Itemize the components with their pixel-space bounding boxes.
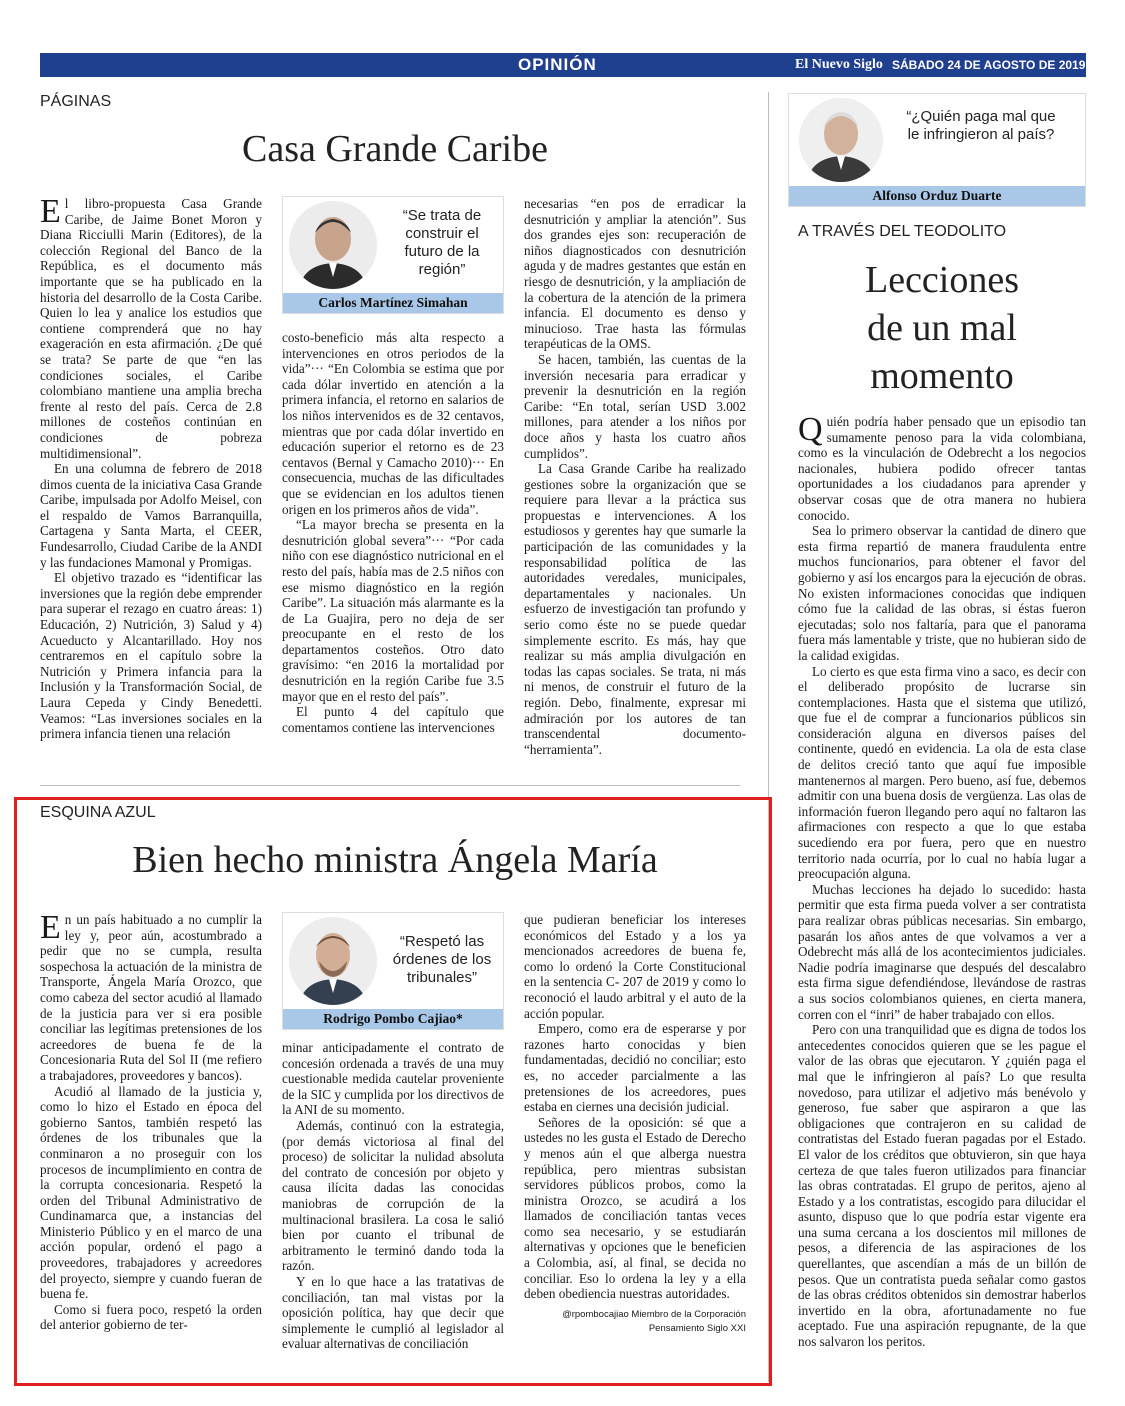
paragraph: Muchas lecciones ha dejado lo sucedido: hasta permitir que esta firma pueda volver a ser contratista para realizar obras públicas necesarias. Sin embargo, pasarán los años antes de que volvamos a ver a Odebrecht más allá de los acontecimientos judiciales. Nadie podría imaginarse que después del descalabro esta firma sigue defendiéndose, llevándose de rastras a sus socios colombianos quienes, en cierta manera, corren con el “inri” de haber trabajado con ellos. [798, 881, 1086, 1022]
dropcap: E [40, 909, 61, 946]
paragraph: Se hacen, también, las cuentas de la inversión necesaria para erradicar y prevenir la desnutrición en la región Caribe: “En total, serían USD 3.002 millones, para atender a los niños por doce años y hasta los cuatro años cumplidos”. [524, 351, 746, 461]
paragraph: Señores de la oposición: sé que a ustedes no les gusta el Estado de Derecho y menos aún el que alberga nuestra república, pero mientras subsistan servidores públicos probos, como la ministra Orozco, se acudirá a los llamados de conciliación tantas veces como sea necesario, y se estudiarán alternativas y opciones que le beneficien a Colombia, así, al final, se decida no conciliar. Eso lo ordena la ley y a ella deben obediencia nuestras autoridades. [524, 1114, 746, 1302]
paragraph: En un país habituado a no cumplir la ley y, peor aún, acostumbrado a pedir que no se cumpla, resulta sospechosa la actuación de la ministra de Transporte, Ángela María Orozco, que como cabeza del sector acudió al llamado de la justicia para ver si era posible conciliar las legítimas pretensiones de los acreedores de buena fe de la Concesionaria Ruta del Sol II (me refiero a trabajadores, proveedores y bancos). [40, 909, 262, 1083]
paragraph: Como si fuera poco, respetó la orden del anterior gobierno de ter- [40, 1301, 262, 1333]
author-card [282, 196, 504, 314]
article1-title: Casa Grande Caribe [242, 128, 548, 170]
author-name: Alfonso Orduz Duarte [789, 186, 1085, 206]
dropcap: E [40, 193, 61, 230]
article3-kicker: A TRAVÉS DEL TEODOLITO [798, 223, 1007, 240]
paragraph: En una columna de febrero de 2018 dimos cuenta de la iniciativa Casa Grande Caribe, impulsada por Adolfo Meisel, con el respaldo de Vamos Barranquilla, Cartagena y Santa Marta, el CEER, Fundesarrollo, Ciudad Caribe de la ANDI y las fundaciones Mamonal y Promigas. [40, 461, 262, 570]
paragraph: costo-beneficio más alta respecto a intervenciones en otros periodos de la vida”··· “En Colombia se estima que por cada dólar invertido en atención a la primera infancia, el retorno en salarios de los niños intervenidos es de 32 centavos, mientras que por cada dólar invertido en educación superior el retorno es de 23 centavos (Bernal y Camacho 2010)··· En consecuencia, muchas de las dificultades que se evidencian en los adultos tienen origen en los primeros años de vida”. [282, 330, 504, 517]
title-line: momento [870, 355, 1014, 397]
credit-line: Pensamiento Siglo XXI [648, 1322, 746, 1334]
credit-line: @rpombocajiao Miembro de la Corporación [562, 1308, 746, 1320]
article3-title [788, 256, 1096, 400]
article-divider [40, 785, 740, 786]
author-quote: “¿Quién paga mal que le infringieron al país? [906, 108, 1056, 143]
portrait-icon [289, 917, 377, 1005]
article1-kicker: PÁGINAS [40, 93, 112, 110]
paragraph: El punto 4 del capítulo que comentamos contiene las intervenciones [282, 704, 504, 735]
issue-date: SÁBADO 24 DE AGOSTO DE 2019 [892, 58, 1086, 72]
paragraph: minar anticipadamente el contrato de concesión ordenada a través de una muy cuestionable medida cautelar proveniente de la SIC y cumplida por los directivos de la ANI de su momento. [282, 1040, 504, 1118]
author-photo [799, 98, 883, 182]
article2-kicker: ESQUINA AZUL [40, 804, 156, 821]
masthead-bar [40, 53, 1122, 77]
paragraph: Quién podría haber pensado que un episodio tan sumamente penoso para la vida colombiana, como es la vinculación de Odebrecht a los negocios nacionales, hubiera podido ofrecer tantas oportunidades a los ciudadanos para aprender y observar cosas que de otra manera no hubiera conocido. [798, 411, 1086, 523]
paragraph: El libro-propuesta Casa Grande Caribe, de Jaime Bonet Moron y Diana Ricciulli Marin (Editores), de la colección Regional del Banco de la República, es el documento más importante que se ha publicado en la historia del desarrollo de la Costa Caribe. Quien lo lea y analice los estudios que contiene comprenderá que no hay exageración en esta afirmación. ¿De qué se trata? Se parte de que “en las condiciones sociales, el Caribe colombiano mantiene una amplia brecha frente al resto del país. Cerca de 2.8 millones de costeños continúan en condiciones de pobreza multidimensional”. [40, 193, 262, 461]
paragraph: El objetivo trazado es “identificar las inversiones que la región debe emprender para superar el rezago en cuatro áreas: 1) Educación, 2) Nutrición, 3) Salud y 4) Acueducto y Alcantarillado. Hoy nos centraremos en el capítulo sobre la Nutrición y Primera infancia para la Inclusión y la Transformación Social, de Laura Cepeda y Cindy Benedetti. Veamos: “Las inversiones sociales en la primera infancia tienen una relación [40, 570, 262, 742]
article2-title: Bien hecho ministra Ángela María [132, 839, 658, 881]
article3-body [798, 411, 1086, 1350]
author-quote: “Respetó las órdenes de los tribunales” [392, 933, 492, 986]
author-quote: “Se trata de construir el futuro de la región” [402, 207, 482, 278]
paragraph: Además, continuó con la estrategia, (por demás victoriosa al final del proceso) de solicitar la nulidad absoluta del contrato de concesión por objeto y causa ilícita dadas las conocidas maniobras de corrupción de la multinacional brasilera. La cosa le salió bien por cuanto el tribunal de arbitramento le terminó dando toda la razón. [282, 1117, 504, 1274]
paragraph: que pudieran beneficiar los intereses económicos del Estado y a los ya mencionados acreedores de buena fe, como lo ordenó la Corte Constitucional en la sentencia C- 207 de 2019 y como lo reconoció el laudo arbitral y el auto de la acción popular. [524, 912, 746, 1021]
article2-col2 [282, 1040, 504, 1352]
paragraph: Y en lo que hace a las tratativas de conciliación, tan mal vistas por la oposición política, hay que decir que simplemente le cumplió al legislador al evaluar alternativas de conciliación [282, 1273, 504, 1352]
portrait-icon [799, 98, 883, 182]
paragraph: “La mayor brecha se presenta en la desnutrición global severa”··· “Por cada niño con ese diagnóstico nutricional en el resto del país, había mas de 2.5 niños con ese mismo diagnóstico en la región Caribe”. La situación más alarmante es la de La Guajira, pero no deja de ser preocupante en el resto de los departamentos costeños. Otro dato gravísimo: “en 2016 la mortalidad por desnutrición en la región Caribe fue 3.5 mayor que en el resto del país”. [282, 517, 504, 704]
author-photo [289, 201, 377, 289]
article1-col3 [524, 196, 746, 757]
section-name: OPINIÓN [518, 55, 597, 74]
article1-col2 [282, 330, 504, 735]
paragraph: Empero, como era de esperarse y por razones harto conocidas y bien fundamentadas, decidió no conciliar; esto es, no acceder parcialmente a las pretensiones de los acreedores, pues estaba en ciernes una decisión judicial. [524, 1021, 746, 1115]
portrait-icon [289, 201, 377, 289]
page-number: 9A [1098, 54, 1122, 74]
paragraph: Sea lo primero observar la cantidad de dinero que esta firma repartió de manera fraudulenta entre muchos funcionarios, para obtener el favor del gobierno y así los encargos para la ejecución de obras. No existen informaciones conocidas que indiquen cómo fue la calidad de las obras, si éstas fueron ejecutadas; solo nos faltaría, para que el panorama fuera más lamentable y triste, que no hubieran sido de la calidad exigidas. [798, 523, 1086, 663]
paper-name: El Nuevo Siglo [795, 57, 883, 72]
article2-col1 [40, 909, 262, 1333]
title-line: Lecciones [864, 259, 1020, 301]
paragraph: Lo cierto es que esta firma vino a saco, es decir con el deliberado propósito de lucrarse sin contemplaciones. Hasta que el sistema que utilizó, que fue el de comprar a funcionarios públicos sin consideración alguna en diversos países del continente, quedó en evidencia. La ola de esta clase de delitos creció tanto que aquí fue imposible mantenernos al margen. Pero bueno, así fue, debemos admitir con una buena dosis de vergüenza. Las olas de información fueron llegando pero aquí no faltaron las afirmaciones con respecto a que lo que estaba sucediendo era por fuera, pero que en nuestro territorio nada ocurría, por lo cual no había lugar a preocupación alguna. [798, 663, 1086, 882]
paragraph: La Casa Grande Caribe ha realizado gestiones sobre la organización que se requiere para llevar a la práctica sus propuestas e intervenciones. A los estudiosos y gerentes hay que sumarle la participación de las comunidades y la responsabilidad política de las autoridades veredales, municipales, departamentales y nacionales. Un esfuerzo de investigación tan profundo y serio como éste no se puede quedar simplemente escrito. Es más, hay que realizar su más amplia divulgación en todas las capas sociales. Se trata, ni más ni menos, de construir el futuro de la región. Debo, finalmente, expresar mi admiración por los autores de tan transcendental documento- “herramienta”. [524, 461, 746, 757]
title-line: de un mal [867, 307, 1017, 349]
article1-col1 [40, 193, 262, 742]
author-card [282, 912, 504, 1030]
author-credit [524, 1308, 746, 1336]
author-card [788, 93, 1086, 207]
author-photo [289, 917, 377, 1005]
paragraph: necesarias “en pos de erradicar la desnutrición y ampliar la atención”. Sus dos grandes ejes son: recuperación de niños diagnosticados con desnutrición aguda y de madres gestantes que están en riesgo de desnutrición, y la ampliación de la cobertura de la atención de la primera infancia. El documento es denso y minucioso. Trae hasta las fórmulas terapéuticas de la OMS. [524, 196, 746, 352]
article2-col3 [524, 912, 746, 1336]
paragraph: Pero con una tranquilidad que es digna de todos los antecedentes conocidos quieren que se les pague el valor de las obras que ejecutaron. Y ¿quién paga el mal que le infringieron al país? Lo que resulta novedoso, para utilizar el adjetivo más benévolo y generoso, fue saber que aspiraron a que las obligaciones que contrajeron en su calidad de contratistas del Estado fueran pagadas por el Estado. El valor de los créditos que obtuvieron, sin que haya certeza de que tales fueron utilizados para financiar las obras contratadas. El grupo de peritos, ajeno al Estado y a los contratistas, escogido para dilucidar el asunto, dispuso que lo que podría estar vigente era una suma cercana a los doscientos mil millones de pesos, a diferencia de las aspiraciones de los querellantes, que ascendían a más de un billón de pesos. Que un contratista pueda señalar como gastos de las obras créditos obtenidos sin demostrar haberlos invertido en la obra, afortunadamente no fue aceptado. Fue una aspiración repugnante, de la que nos salvaron los peritos. [798, 1022, 1086, 1350]
author-name: Carlos Martínez Simahan [283, 293, 503, 313]
dropcap: Q [798, 411, 823, 448]
paragraph: Acudió al llamado de la justicia y, como lo hizo el Estado en época del gobierno Santos, también respetó las órdenes de los tribunales que la conminaron a no proseguir con los procesos de incumplimiento en contra de la corrupta concesionaria. Respetó la orden del Tribunal Administrativo de Cundinamarca que, a instancias del Ministerio Público y en el marco de una acción popular, ordenó el pago a proveedores, trabajadores y acreedores del proyecto, siempre y cuando fueran de buena fe. [40, 1083, 262, 1302]
author-name: Rodrigo Pombo Cajiao* [283, 1009, 503, 1029]
